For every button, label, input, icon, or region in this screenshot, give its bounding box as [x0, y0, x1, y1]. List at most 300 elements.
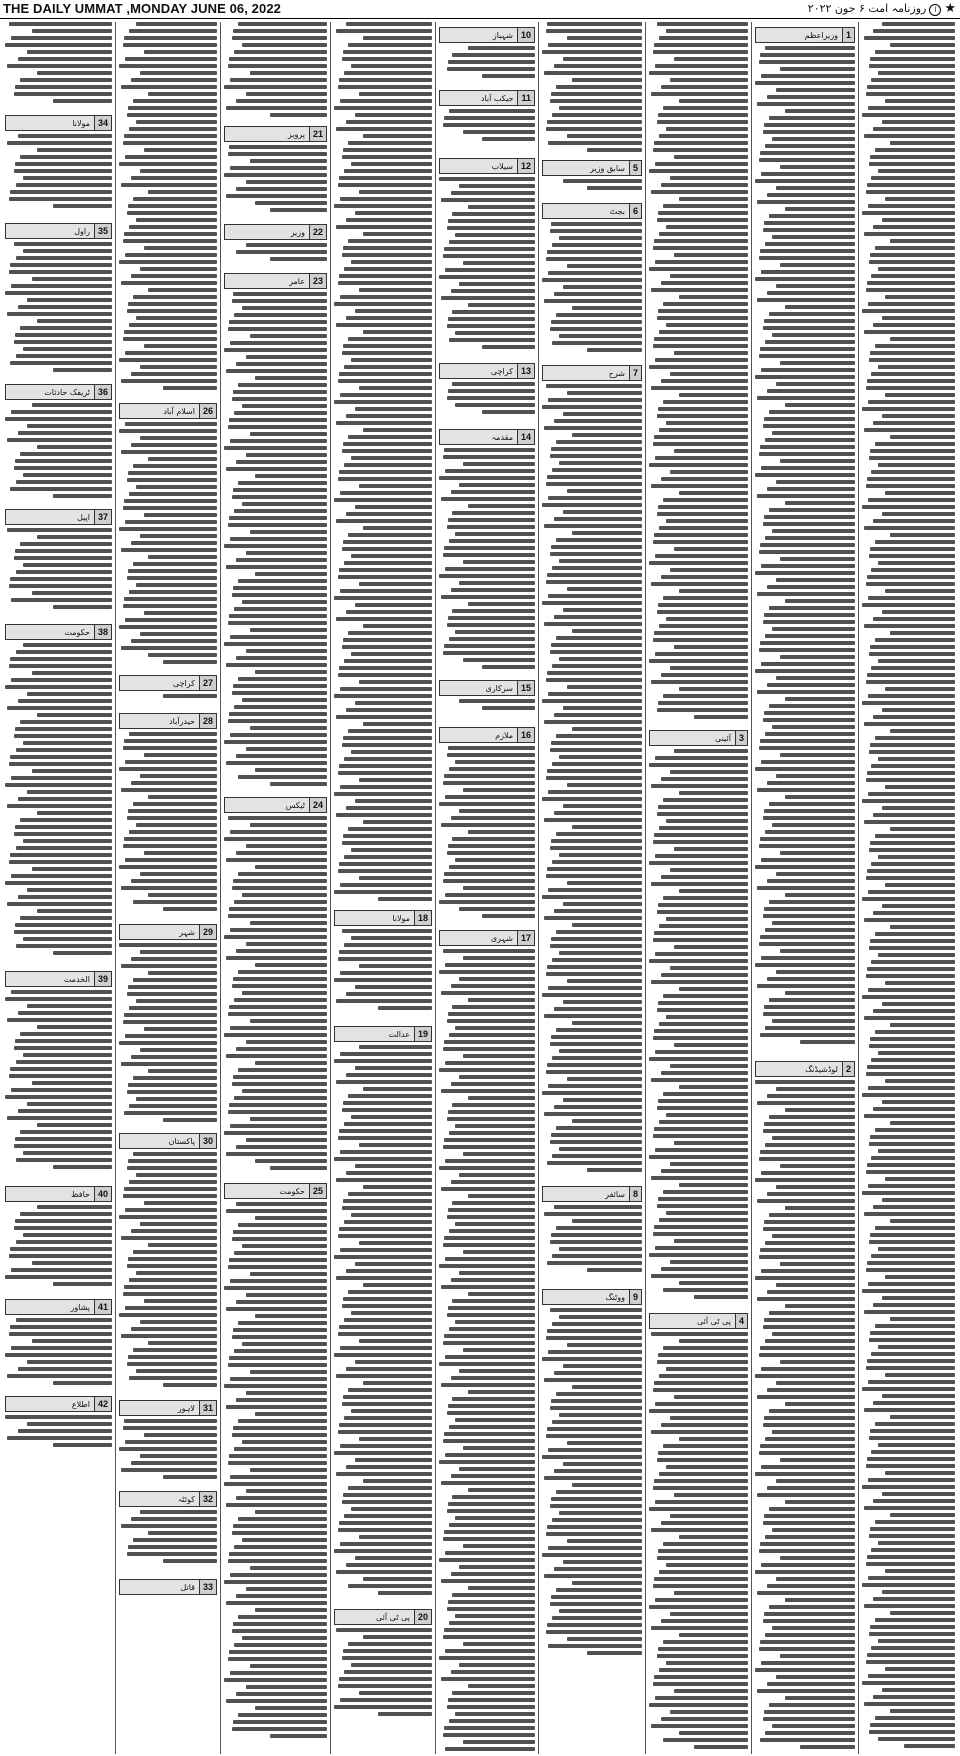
text-line [587, 148, 642, 152]
text-line [133, 1250, 217, 1254]
text-line [875, 1422, 955, 1426]
text-line [670, 966, 748, 970]
text-line [649, 1409, 748, 1413]
text-line [551, 447, 642, 451]
text-line [445, 1551, 535, 1555]
text-line [334, 1705, 432, 1709]
text-line [552, 1518, 642, 1522]
text-line [340, 99, 432, 103]
text-line [864, 428, 955, 432]
text-line [482, 74, 535, 78]
text-line [867, 575, 955, 579]
text-line [131, 957, 217, 961]
text-line [890, 1317, 955, 1321]
text-line [649, 861, 748, 865]
text-line [869, 1240, 955, 1244]
text-line [862, 1681, 955, 1685]
news-story [116, 403, 220, 672]
text-line [761, 1465, 855, 1469]
text-line [694, 1295, 748, 1299]
text-line [761, 74, 855, 78]
text-line [15, 549, 112, 553]
story-number-heading [334, 1609, 432, 1625]
text-line [14, 1046, 112, 1050]
story-heading-label: مقدمہ [491, 433, 513, 442]
text-line [869, 1044, 955, 1048]
text-line [18, 134, 112, 138]
text-line [780, 1360, 855, 1364]
text-line [551, 222, 642, 226]
text-line [776, 382, 855, 386]
text-line [654, 1577, 748, 1581]
text-line [867, 869, 955, 873]
text-line [229, 418, 327, 422]
text-line [764, 417, 855, 421]
text-line [32, 867, 112, 871]
story-number-heading [334, 1026, 432, 1042]
text-line [653, 1486, 748, 1490]
text-line [363, 820, 432, 824]
text-line [238, 1321, 327, 1325]
text-line [127, 211, 217, 215]
text-line [554, 713, 642, 717]
news-story [2, 1396, 115, 1456]
text-line [653, 938, 748, 942]
text-line [32, 591, 112, 595]
text-line [567, 1077, 642, 1081]
text-line [760, 1542, 855, 1546]
story-number-heading [5, 509, 112, 525]
text-line [452, 53, 535, 57]
text-line [653, 638, 748, 642]
text-line [866, 1170, 955, 1174]
text-line [351, 554, 432, 558]
text-line [334, 204, 432, 208]
text-line [552, 468, 642, 472]
text-line [780, 459, 855, 463]
text-line [148, 971, 217, 975]
text-line [551, 1399, 642, 1403]
text-line [654, 931, 748, 935]
text-line [663, 204, 748, 208]
text-line [334, 792, 432, 796]
text-line [23, 741, 112, 745]
text-line [348, 337, 432, 341]
text-line [270, 1166, 327, 1170]
text-line [882, 806, 955, 810]
story-number: 21 [309, 127, 326, 141]
text-line [230, 733, 327, 737]
text-line [355, 701, 432, 705]
text-line [334, 498, 432, 502]
text-line [20, 452, 112, 456]
text-line [14, 169, 112, 173]
text-line [776, 970, 855, 974]
text-line [551, 1497, 642, 1501]
text-line [238, 1713, 327, 1717]
text-line [226, 663, 327, 667]
text-line [15, 923, 112, 927]
text-line [556, 930, 642, 934]
text-line [444, 872, 535, 876]
text-line [663, 896, 748, 900]
text-line [765, 928, 855, 932]
text-line [346, 120, 432, 124]
text-line [336, 715, 432, 719]
text-line [127, 1090, 217, 1094]
text-line [16, 944, 112, 948]
text-line [255, 572, 327, 576]
text-line [23, 1053, 112, 1057]
text-line [862, 211, 955, 215]
text-line [236, 362, 327, 366]
text-line [463, 788, 535, 792]
text-line [226, 761, 327, 765]
text-line [336, 421, 432, 425]
text-line [670, 1710, 748, 1714]
text-line [129, 1376, 217, 1380]
story-number: 11 [517, 91, 534, 105]
text-line [878, 1345, 955, 1349]
text-line [869, 162, 955, 166]
text-line [20, 78, 112, 82]
text-line [236, 1692, 327, 1696]
text-line [334, 1157, 432, 1161]
story-number: 6 [629, 204, 641, 218]
text-line [270, 113, 327, 117]
text-line [133, 1348, 217, 1352]
text-line [661, 1619, 748, 1623]
text-line [572, 1385, 642, 1389]
text-line [890, 239, 955, 243]
text-line [459, 483, 535, 487]
story-number: 15 [517, 681, 534, 695]
text-line [23, 839, 112, 843]
text-line [661, 1521, 748, 1525]
text-line [785, 1598, 855, 1602]
text-line [447, 226, 535, 230]
text-line [226, 1209, 327, 1213]
text-line [140, 365, 217, 369]
text-line [658, 1451, 748, 1455]
text-line [449, 1327, 535, 1331]
text-line [451, 490, 535, 494]
text-line [250, 726, 327, 730]
text-line [230, 830, 327, 834]
text-line [224, 1678, 327, 1682]
text-line [567, 1539, 642, 1543]
text-line [551, 937, 642, 941]
text-line [761, 466, 855, 470]
text-line [587, 1268, 642, 1272]
text-line [224, 935, 327, 939]
story-number-heading [224, 224, 327, 240]
text-line [228, 1461, 327, 1465]
text-line [242, 991, 327, 995]
text-line [451, 191, 535, 195]
masthead-english-title: THE DAILY UMMAT ,MONDAY JUNE 06, 2022 [3, 1, 281, 16]
text-line [547, 573, 642, 577]
text-line [7, 706, 112, 710]
text-line [550, 229, 642, 233]
text-line [342, 1500, 432, 1504]
text-line [760, 1150, 855, 1154]
text-line [224, 173, 327, 177]
text-line [679, 1437, 748, 1441]
story-number-heading [542, 1186, 642, 1202]
text-line [548, 888, 642, 892]
text-line [439, 1166, 535, 1170]
text-line [767, 1682, 855, 1686]
text-line [23, 643, 112, 647]
text-line [871, 666, 955, 670]
text-line [780, 1458, 855, 1462]
text-line [468, 1586, 535, 1590]
text-line [870, 939, 955, 943]
text-line [785, 1206, 855, 1210]
text-line [334, 400, 432, 404]
text-line [355, 603, 432, 607]
text-line [780, 67, 855, 71]
text-line [882, 708, 955, 712]
text-line [448, 1208, 535, 1212]
story-number: 17 [517, 931, 534, 945]
text-line [764, 1612, 855, 1616]
text-line [867, 183, 955, 187]
text-line [463, 1152, 535, 1156]
story-heading-label: وزیراعظم [804, 31, 838, 40]
text-line [250, 628, 327, 632]
text-line [163, 694, 217, 698]
text-line [11, 874, 112, 878]
text-line [559, 461, 642, 465]
text-line [338, 957, 432, 961]
text-line [448, 219, 535, 223]
text-line [556, 1490, 642, 1494]
story-heading-label: شرح [608, 369, 625, 378]
text-line [455, 403, 535, 407]
text-line [550, 1140, 642, 1144]
text-line [27, 790, 112, 794]
story-heading-label: اطلاع [71, 1400, 90, 1409]
text-line [761, 858, 855, 862]
text-line [763, 522, 855, 526]
text-line [334, 1353, 432, 1357]
text-line [37, 811, 112, 815]
text-line [882, 120, 955, 124]
text-line [661, 183, 748, 187]
text-line [338, 1234, 432, 1238]
text-line [765, 1339, 855, 1343]
text-line [452, 1299, 535, 1303]
text-line [16, 650, 112, 654]
text-line [658, 1353, 748, 1357]
text-line [755, 375, 855, 379]
text-line [363, 526, 432, 530]
text-line [870, 57, 955, 61]
text-line [346, 1465, 432, 1469]
text-line [20, 542, 112, 546]
text-line [657, 812, 748, 816]
text-line [447, 324, 535, 328]
text-line [343, 1199, 432, 1203]
text-line [228, 621, 327, 625]
text-line [270, 1734, 327, 1738]
story-text-block [439, 699, 535, 721]
text-line [441, 823, 535, 827]
text-line [250, 1664, 327, 1668]
text-line [878, 1051, 955, 1055]
text-line [670, 666, 748, 670]
text-line [459, 282, 535, 286]
text-line [238, 383, 327, 387]
text-line [772, 333, 855, 337]
text-line [121, 788, 217, 792]
text-line [124, 330, 217, 334]
text-line [463, 462, 535, 466]
text-line [144, 1201, 218, 1205]
text-line [10, 853, 112, 857]
text-line [661, 973, 748, 977]
text-line [439, 1558, 535, 1562]
text-line [445, 1159, 535, 1163]
story-text-block [649, 749, 748, 1307]
text-line [459, 1467, 535, 1471]
text-line [780, 557, 855, 561]
text-line [233, 684, 327, 688]
text-line [882, 1394, 955, 1398]
text-line [123, 1194, 217, 1198]
text-line [336, 1276, 432, 1280]
text-line [869, 554, 955, 558]
text-line [452, 609, 535, 613]
text-line [870, 1429, 955, 1433]
text-line [250, 159, 327, 163]
text-line [885, 393, 955, 397]
text-line [338, 477, 432, 481]
text-line [870, 155, 955, 159]
text-line [666, 917, 748, 921]
text-line [340, 197, 432, 201]
text-line [232, 1237, 327, 1241]
text-line [339, 950, 432, 954]
text-line [27, 298, 112, 302]
text-line [232, 36, 327, 40]
story-number-heading [439, 680, 535, 696]
story-number-heading [224, 126, 327, 142]
text-line [242, 43, 327, 47]
text-line [351, 1663, 432, 1667]
text-line [866, 1268, 955, 1272]
text-line [131, 1517, 217, 1521]
text-line [654, 533, 748, 537]
text-line [123, 1426, 217, 1430]
text-line [23, 937, 112, 941]
text-line [359, 964, 433, 968]
text-line [140, 534, 217, 538]
text-line [127, 478, 217, 482]
text-line [654, 435, 748, 439]
text-line [759, 942, 855, 946]
text-line [123, 1292, 217, 1296]
news-story [221, 22, 330, 123]
news-story [752, 22, 858, 24]
text-line [769, 1213, 855, 1217]
text-line [228, 1265, 327, 1269]
text-line [760, 641, 855, 645]
text-line [342, 1656, 432, 1660]
text-line [359, 92, 433, 96]
text-line [764, 515, 855, 519]
story-heading-label: عدالت [388, 1030, 410, 1039]
text-line [868, 106, 955, 110]
text-line [448, 1012, 535, 1016]
text-line [127, 113, 217, 117]
text-line [334, 106, 432, 110]
text-line [871, 1058, 955, 1062]
text-line [355, 1556, 432, 1560]
text-line [32, 1081, 112, 1085]
text-line [544, 818, 642, 822]
text-line [659, 924, 748, 928]
text-line [339, 1521, 432, 1525]
news-story [331, 1609, 435, 1729]
text-line [11, 284, 112, 288]
text-line [882, 1296, 955, 1300]
text-line [229, 320, 327, 324]
text-line [567, 685, 642, 689]
text-line [763, 1129, 855, 1133]
text-line [448, 616, 535, 620]
text-line [340, 971, 432, 975]
text-line [661, 379, 748, 383]
text-line [567, 881, 642, 885]
text-line [657, 22, 748, 26]
text-line [878, 1443, 955, 1447]
text-line [378, 1591, 432, 1595]
text-line [338, 183, 432, 187]
text-line [567, 134, 642, 138]
text-line [255, 1706, 327, 1710]
text-line [250, 1370, 327, 1374]
text-line [551, 1035, 642, 1039]
text-line [441, 1579, 535, 1583]
text-line [439, 970, 535, 974]
text-line [342, 449, 432, 453]
text-line [654, 1479, 748, 1483]
text-line [452, 212, 535, 216]
masthead-urdu-text: روزنامہ امت ۶ جون ۲۰۲۲ [807, 2, 927, 15]
text-line [238, 1517, 327, 1521]
story-number-heading [439, 363, 535, 379]
text-line [119, 767, 217, 771]
text-line [551, 839, 642, 843]
story-text-block [334, 1628, 432, 1726]
text-line [344, 757, 432, 761]
news-story [2, 624, 115, 968]
story-number: 18 [414, 911, 431, 925]
story-number: 3 [735, 731, 747, 745]
text-line [870, 841, 955, 845]
text-line [875, 1520, 955, 1524]
text-line [441, 991, 535, 995]
text-line [878, 463, 955, 467]
text-line [679, 491, 748, 495]
text-line [649, 763, 748, 767]
text-line [546, 1336, 642, 1340]
text-line [873, 1205, 955, 1209]
text-line [336, 127, 432, 131]
